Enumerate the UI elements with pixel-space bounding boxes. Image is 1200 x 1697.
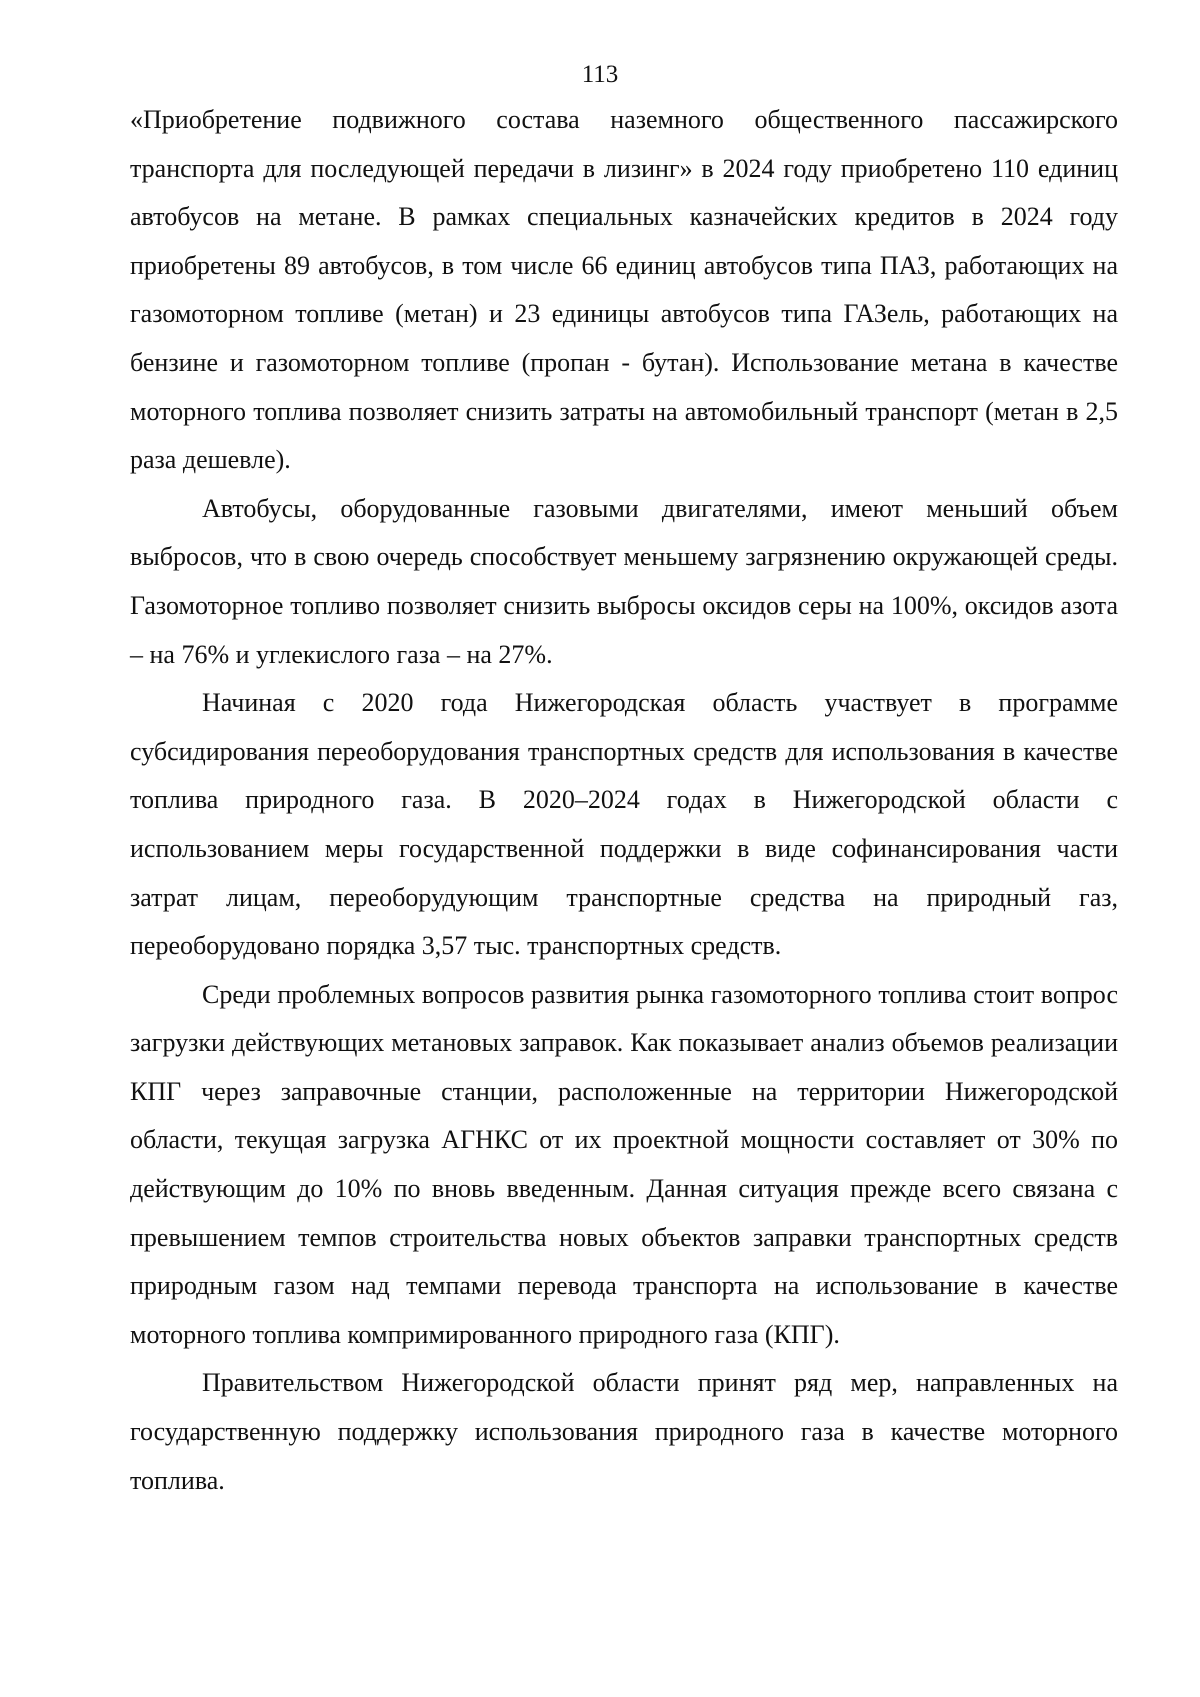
paragraph-bus-acquisition: «Приобретение подвижного состава наземного общественного пассажирского транспорта для последующей передачи в лизинг» в 2024 году приобретено 110 единиц автобусов на метане. В рамках специальных казначейских кредитов в 2024 году приобретены 89 автобусов, в том числе 66 единиц автобусов типа ПАЗ, работающих на газомоторном топливе (метан) и 23 единицы автобусов типа ГАЗель, работающих на бензине и газомоторном топливе (пропан - бутан). Использование метана в качестве моторного топлива позволяет снизить затраты на автомобильный транспорт (метан в 2,5 раза дешевле). [130,105,1118,475]
paragraph-station-load: Среди проблемных вопросов развития рынка газомоторного топлива стоит вопрос загрузки действующих метановых заправок. Как показывает анализ объемов реализации КПГ через заправочные станции, расположенные на территории Нижегородской области, текущая загрузка АГНКС от их проектной мощности составляет от 30% по действующим до 10% по вновь введенным. Данная ситуация прежде всего связана с превышением темпов строительства новых объектов заправки транспортных средств природным газом над темпами перевода транспорта на использование в качестве моторного топлива компримированного природного газа (КПГ). [130,979,1118,1349]
document-body [130,96,1118,1505]
paragraph-government-measures: Правительством Нижегородской области принят ряд мер, направленных на государственную поддержку использования природного газа в качестве моторного топлива. [130,1368,1118,1495]
paragraph-emissions: Автобусы, оборудованные газовыми двигателями, имеют меньший объем выбросов, что в свою очередь способствует меньшему загрязнению окружающей среды. Газомоторное топливо позволяет снизить выбросы оксидов серы на 100%, оксидов азота – на 76% и углекислого газа – на 27%. [130,493,1118,669]
page-number: 113 [581,61,619,88]
paragraph-conversion-subsidy: Начиная с 2020 года Нижегородская область участвует в программе субсидирования переоборудования транспортных средств для использования в качестве топлива природного газа. В 2020–2024 годах в Нижегородской области с использованием меры государственной поддержки в виде софинансирования части затрат лицам, переоборудующим транспортные средства на природный газ, переоборудовано порядка 3,57 тыс. транспортных средств. [130,688,1118,961]
